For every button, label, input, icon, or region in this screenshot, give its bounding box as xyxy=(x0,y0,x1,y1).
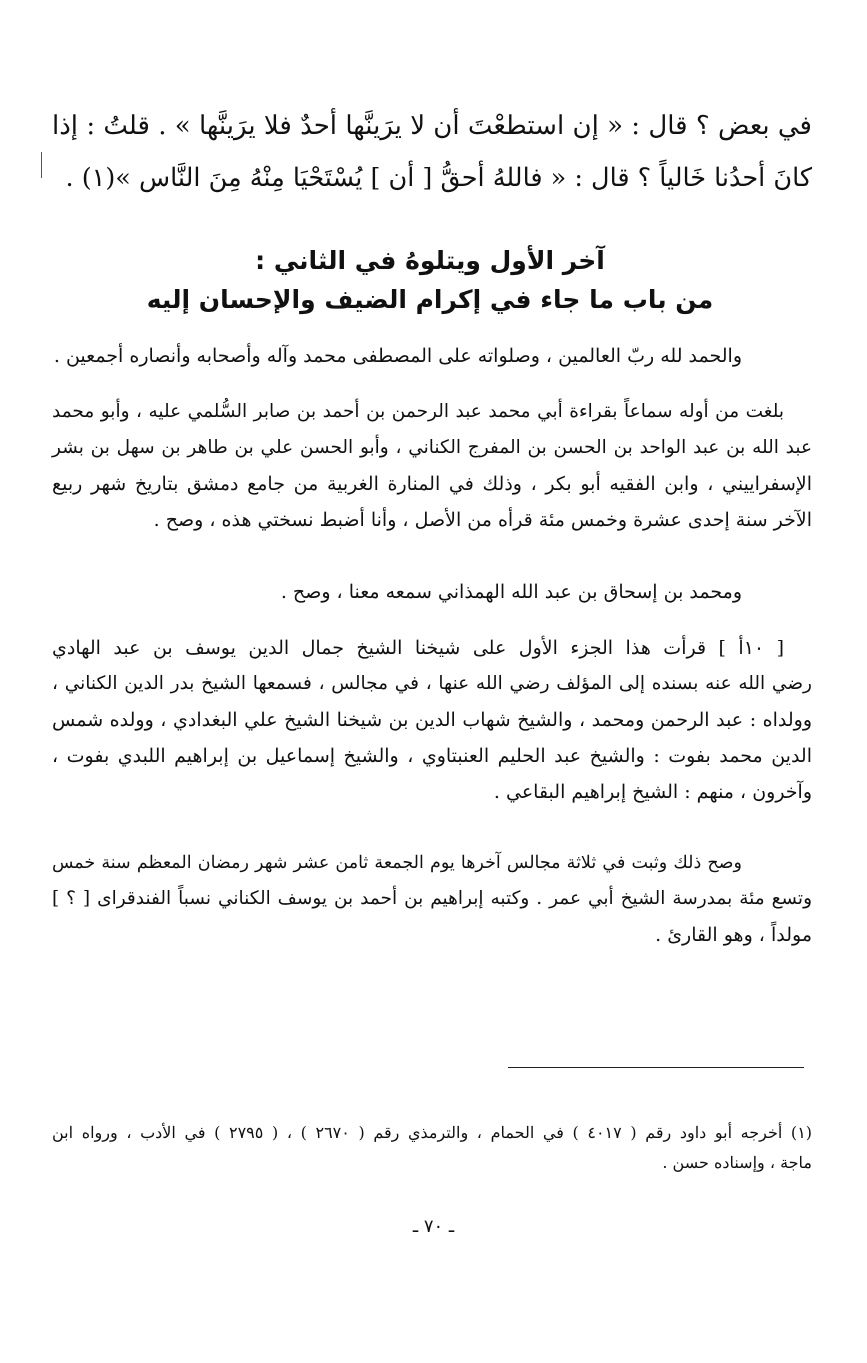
paragraph-line: وتسع مئة بمدرسة الشيخ أبي عمر . وكتبه إبراهيم بن أحمد بن يوسف الكناني نسباً الفندقراى [ ؟ ] xyxy=(52,888,812,909)
hadith-line: في بعض ؟ قال : « إن استطعْتَ أن لا يرَينَّها أحدٌ فلا يرَينَّها » . قلتُ : إذا xyxy=(52,111,812,141)
reading-paragraph xyxy=(52,630,812,810)
paragraph-line: رضي الله عنه بسنده إلى المؤلف رضي الله عنها ، في مجالس ، فسمعها الشيخ بدر الدين الكناني ، xyxy=(52,673,812,694)
paragraph-line: الدين محمد بفوت : والشيخ عبد الحليم العنبتاوي ، والشيخ إسماعيل بن إبراهيم اللبدي بفوت ، xyxy=(52,745,812,767)
paragraph-line: الآخر سنة إحدى عشرة وخمس مئة قرأه من الأصل ، وأنا أضبط نسختي هذه ، وصح . xyxy=(153,509,812,531)
margin-mark xyxy=(41,152,42,178)
footnote-separator xyxy=(508,1067,804,1068)
confirmation-paragraph xyxy=(52,845,812,953)
paragraph-line: عبد الله بن عبد الواحد بن الحسن بن المفرج الكناني ، وأبو الحسن علي بن طاهر بن سهل بن بشر xyxy=(52,437,812,458)
sama-paragraph-1 xyxy=(52,394,812,538)
paragraph-line: الإسفراييني ، وابن الفقيه أبو بكر ، وذلك في المنارة الغربية من جامع دمشق بتاريخ شهر ربيع xyxy=(52,473,812,495)
paragraph-line: مولداً ، وهو القارئ . xyxy=(655,924,812,946)
hadith-line: كانَ أحدُنا خَالياً ؟ قال : « فاللهُ أحقُّ [ أن ] يُسْتَحْيَا مِنْهُ مِنَ النَّاس »(١) . xyxy=(65,163,812,193)
next-chapter-heading: من باب ما جاء في إكرام الضيف والإحسان إليه xyxy=(146,285,714,314)
page-number: ـ ٧٠ ـ xyxy=(412,1216,455,1237)
paragraph-line: بلغت من أوله سماعاً بقراءة أبي محمد عبد الرحمن بن أحمد بن صابر السُّلمي عليه ، وأبو محمد xyxy=(52,401,784,422)
paragraph-line: ومحمد بن إسحاق بن عبد الله الهمذاني سمعه معنا ، وصح . xyxy=(280,581,742,603)
sama-paragraph-2 xyxy=(52,574,812,610)
doxology-paragraph xyxy=(52,338,812,374)
paragraph-line: وآخرون ، منهم : الشيخ إبراهيم البقاعي . xyxy=(493,781,812,803)
paragraph-line: وولداه : عبد الرحمن ومحمد ، والشيخ شهاب الدين بن شيخنا الشيخ علي البغدادي ، وولده شمس xyxy=(52,709,812,731)
paragraph-line: والحمد لله ربّ العالمين ، وصلواته على المصطفى محمد وآله وأصحابه وأنصاره أجمعين . xyxy=(53,345,742,367)
footnote-line: ماجة ، وإسناده حسن . xyxy=(662,1153,812,1172)
paragraph-line: [ ١٠أ ] قرأت هذا الجزء الأول على شيخنا الشيخ جمال الدين يوسف بن عبد الهادي xyxy=(52,637,784,659)
paragraph-line: وصح ذلك وثبت في ثلاثة مجالس آخرها يوم الجمعة ثامن عشر شهر رمضان المعظم سنة خمس xyxy=(52,853,742,873)
footnote-line: (١) أخرجه أبو داود رقم ( ٤٠١٧ ) في الحمام ، والترمذي رقم ( ٢٦٧٠ ) ، ( ٢٧٩٥ ) في الأدب ، ورواه ابن xyxy=(52,1123,813,1142)
section-end-heading: آخر الأول ويتلوهُ في الثاني : xyxy=(255,246,605,275)
footnote xyxy=(52,1118,812,1178)
hadith-text xyxy=(52,100,812,204)
